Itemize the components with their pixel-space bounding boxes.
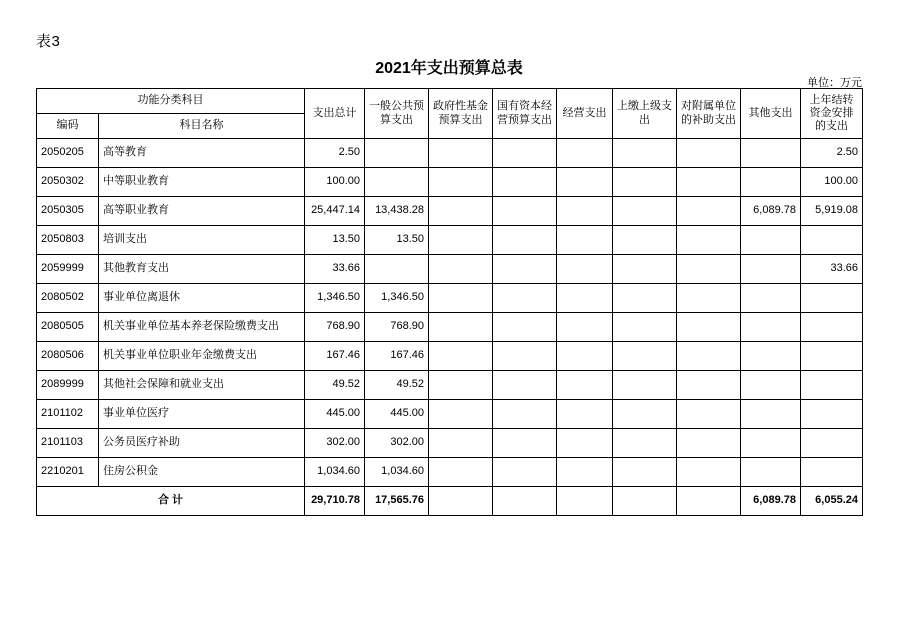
cell-operating [557,429,613,458]
cell-subordinate-subsidy [677,139,741,168]
cell-state-capital [493,313,557,342]
cell-name: 机关事业单位职业年金缴费支出 [99,342,305,371]
cell-upper-level [613,458,677,487]
header-general-public: 一般公共预算支出 [365,89,429,139]
cell-other [741,284,801,313]
cell-total: 1,034.60 [305,458,365,487]
table-row [37,400,863,429]
cell-state-capital [493,168,557,197]
cell-subordinate-subsidy [677,429,741,458]
cell-gov-fund [429,255,493,284]
cell-upper-level [613,313,677,342]
table-row [37,168,863,197]
cell-carryover [801,342,863,371]
table-total-row [37,487,863,516]
cell-gov-fund [429,487,493,516]
cell-subordinate-subsidy [677,197,741,226]
cell-total: 100.00 [305,168,365,197]
header-code: 编码 [37,114,99,139]
cell-gov-fund [429,429,493,458]
table-row [37,139,863,168]
cell-operating [557,197,613,226]
table-row [37,255,863,284]
cell-subordinate-subsidy [677,400,741,429]
cell-gov-fund [429,342,493,371]
cell-gov-fund [429,226,493,255]
cell-other [741,313,801,342]
cell-code: 2210201 [37,458,99,487]
table-row [37,458,863,487]
cell-name: 机关事业单位基本养老保险缴费支出 [99,313,305,342]
header-gov-fund: 政府性基金预算支出 [429,89,493,139]
cell-general-public: 13.50 [365,226,429,255]
cell-name: 事业单位离退休 [99,284,305,313]
cell-name: 高等教育 [99,139,305,168]
cell-upper-level [613,429,677,458]
header-group-subject: 功能分类科目 [37,89,305,114]
table-row [37,226,863,255]
cell-state-capital [493,400,557,429]
cell-other [741,139,801,168]
cell-other: 6,089.78 [741,487,801,516]
cell-general-public [365,139,429,168]
cell-code: 2050205 [37,139,99,168]
cell-general-public: 445.00 [365,400,429,429]
cell-state-capital [493,255,557,284]
cell-upper-level [613,342,677,371]
cell-general-public [365,168,429,197]
cell-total: 13.50 [305,226,365,255]
cell-other [741,342,801,371]
cell-subordinate-subsidy [677,458,741,487]
cell-total: 25,447.14 [305,197,365,226]
table-row [37,342,863,371]
table-row [37,429,863,458]
cell-name: 住房公积金 [99,458,305,487]
header-subordinate-subsidy: 对附属单位的补助支出 [677,89,741,139]
cell-code: 2050803 [37,226,99,255]
cell-operating [557,400,613,429]
cell-total: 302.00 [305,429,365,458]
cell-carryover [801,371,863,400]
sheet-label: 表3 [36,33,61,50]
header-carryover: 上年结转资金安排的支出 [801,89,863,139]
cell-code: 2080505 [37,313,99,342]
cell-name: 其他教育支出 [99,255,305,284]
cell-upper-level [613,197,677,226]
table-row [37,197,863,226]
cell-general-public [365,255,429,284]
cell-upper-level [613,284,677,313]
cell-operating [557,313,613,342]
cell-total: 445.00 [305,400,365,429]
cell-operating [557,458,613,487]
cell-other [741,168,801,197]
cell-gov-fund [429,139,493,168]
cell-other [741,429,801,458]
cell-operating [557,487,613,516]
budget-table [36,88,863,516]
cell-name: 培训支出 [99,226,305,255]
cell-carryover [801,226,863,255]
header-operating: 经营支出 [557,89,613,139]
table-row [37,284,863,313]
cell-subordinate-subsidy [677,226,741,255]
cell-other [741,226,801,255]
cell-subordinate-subsidy [677,255,741,284]
page-title: 2021年支出预算总表 [375,60,523,77]
cell-code: 2101103 [37,429,99,458]
table-body [37,139,863,516]
cell-operating [557,139,613,168]
cell-state-capital [493,429,557,458]
cell-carryover: 100.00 [801,168,863,197]
cell-operating [557,168,613,197]
cell-general-public: 13,438.28 [365,197,429,226]
cell-subordinate-subsidy [677,284,741,313]
cell-state-capital [493,139,557,168]
table-header [37,89,863,139]
table-row [37,371,863,400]
cell-other [741,400,801,429]
cell-carryover [801,284,863,313]
cell-carryover [801,400,863,429]
cell-upper-level [613,400,677,429]
cell-total: 1,346.50 [305,284,365,313]
cell-total: 49.52 [305,371,365,400]
cell-other: 6,089.78 [741,197,801,226]
cell-subordinate-subsidy [677,342,741,371]
cell-subordinate-subsidy [677,168,741,197]
cell-upper-level [613,487,677,516]
cell-gov-fund [429,168,493,197]
cell-carryover: 6,055.24 [801,487,863,516]
cell-name: 公务员医疗补助 [99,429,305,458]
header-other: 其他支出 [741,89,801,139]
cell-state-capital [493,458,557,487]
cell-general-public: 167.46 [365,342,429,371]
cell-general-public: 1,346.50 [365,284,429,313]
cell-total: 29,710.78 [305,487,365,516]
cell-state-capital [493,487,557,516]
header-total: 支出总计 [305,89,365,139]
cell-carryover: 5,919.08 [801,197,863,226]
cell-state-capital [493,197,557,226]
cell-state-capital [493,342,557,371]
cell-gov-fund [429,400,493,429]
cell-upper-level [613,139,677,168]
cell-carryover [801,458,863,487]
cell-upper-level [613,168,677,197]
cell-total-label: 合 计 [37,487,305,516]
cell-code: 2050302 [37,168,99,197]
cell-code: 2101102 [37,400,99,429]
cell-operating [557,371,613,400]
cell-general-public: 49.52 [365,371,429,400]
cell-name: 中等职业教育 [99,168,305,197]
cell-general-public: 1,034.60 [365,458,429,487]
cell-subordinate-subsidy [677,313,741,342]
cell-other [741,458,801,487]
cell-operating [557,342,613,371]
cell-state-capital [493,284,557,313]
cell-total: 2.50 [305,139,365,168]
cell-gov-fund [429,284,493,313]
cell-upper-level [613,371,677,400]
cell-carryover: 33.66 [801,255,863,284]
cell-general-public: 302.00 [365,429,429,458]
cell-name: 事业单位医疗 [99,400,305,429]
cell-name: 高等职业教育 [99,197,305,226]
cell-operating [557,284,613,313]
cell-general-public: 768.90 [365,313,429,342]
cell-upper-level [613,226,677,255]
cell-gov-fund [429,371,493,400]
cell-total: 33.66 [305,255,365,284]
cell-code: 2080506 [37,342,99,371]
cell-carryover [801,313,863,342]
cell-gov-fund [429,458,493,487]
cell-carryover [801,429,863,458]
cell-subordinate-subsidy [677,487,741,516]
cell-total: 768.90 [305,313,365,342]
header-upper-level: 上缴上级支出 [613,89,677,139]
cell-gov-fund [429,313,493,342]
cell-operating [557,226,613,255]
cell-total: 167.46 [305,342,365,371]
cell-other [741,371,801,400]
table-row [37,313,863,342]
cell-upper-level [613,255,677,284]
cell-state-capital [493,226,557,255]
cell-other [741,255,801,284]
cell-code: 2089999 [37,371,99,400]
cell-carryover: 2.50 [801,139,863,168]
header-name: 科目名称 [99,114,305,139]
cell-name: 其他社会保障和就业支出 [99,371,305,400]
header-state-capital: 国有资本经营预算支出 [493,89,557,139]
cell-general-public: 17,565.76 [365,487,429,516]
cell-operating [557,255,613,284]
cell-code: 2050305 [37,197,99,226]
cell-gov-fund [429,197,493,226]
cell-state-capital [493,371,557,400]
cell-subordinate-subsidy [677,371,741,400]
unit-note: 单位：万元 [807,77,862,89]
cell-code: 2080502 [37,284,99,313]
cell-code: 2059999 [37,255,99,284]
